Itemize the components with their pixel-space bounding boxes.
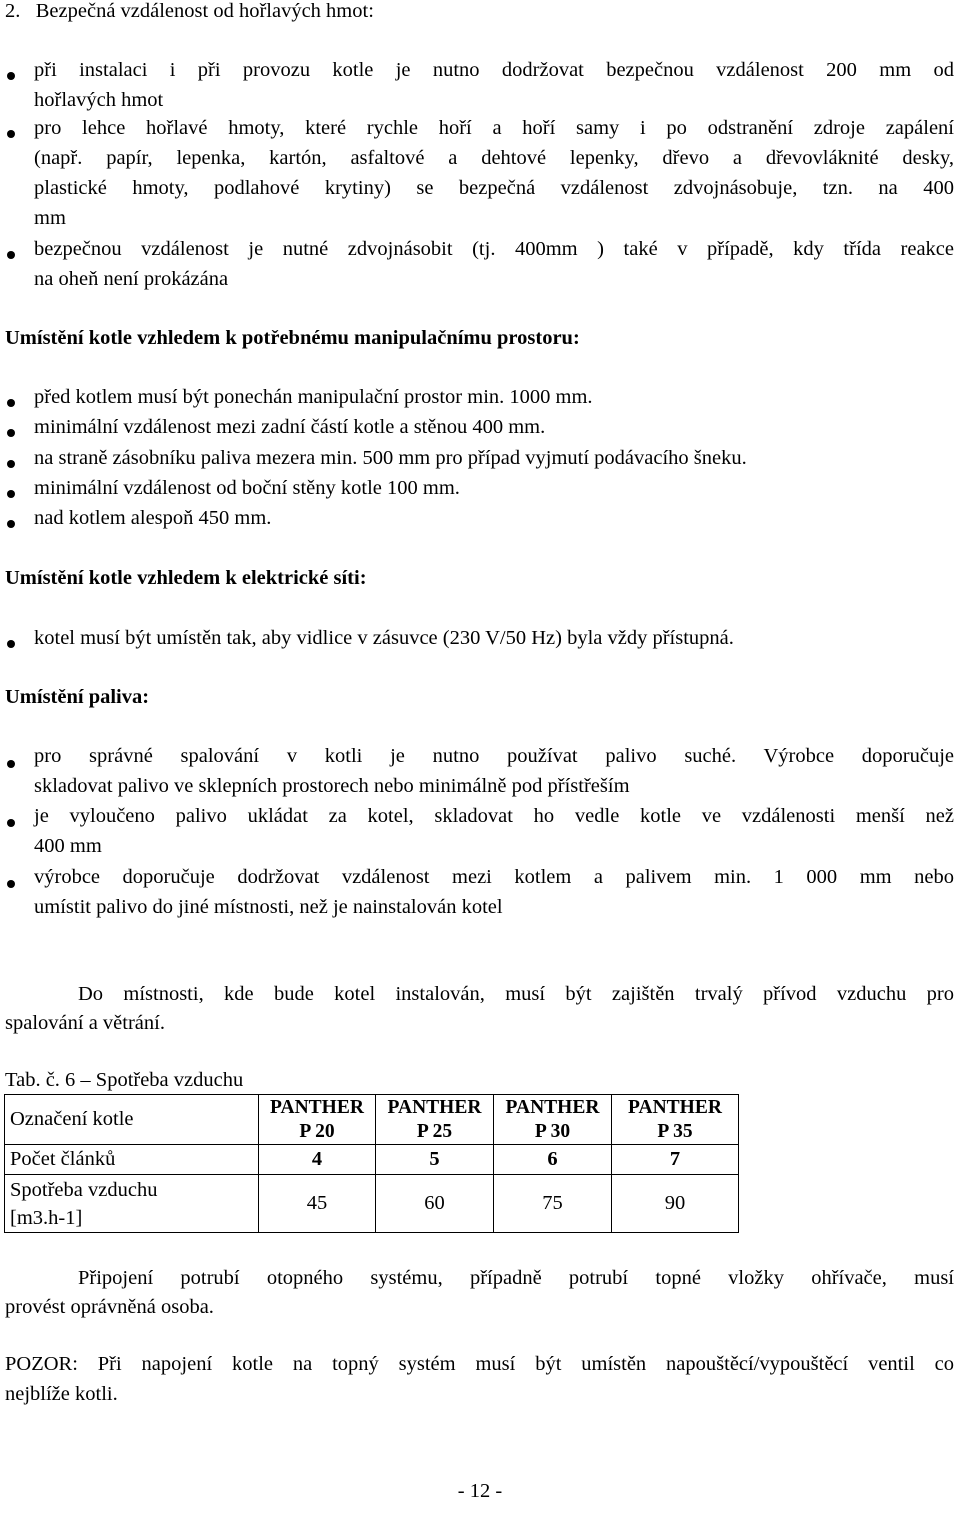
list-item-line: pro správné spalování v kotli je nutno používat palivo suché. Výrobce doporučuje xyxy=(34,745,954,767)
column-model: P 25 xyxy=(416,1120,453,1142)
paragraph-line: POZOR: Při napojení kotle na topný systém musí být umístěn napouštěcí/vypouštěcí ventil co xyxy=(5,1353,954,1375)
list-item-line: minimální vzdálenost mezi zadní částí kotle a stěnou 400 mm. xyxy=(34,416,546,438)
list-item-line: pro lehce hořlavé hmoty, které rychle hoří a hoří samy i po odstranění zdroje zapálení xyxy=(34,117,954,139)
air-consumption-table xyxy=(4,1094,739,1233)
list-item-line: před kotlem musí být ponechán manipulační prostor min. 1000 mm. xyxy=(34,386,593,408)
table-cell: 4 xyxy=(259,1145,376,1175)
table-cell: 75 xyxy=(494,1175,612,1233)
table-cell: 45 xyxy=(259,1175,376,1233)
list-item-line: skladovat palivo ve sklepních prostorech nebo minimálně pod přístřeším xyxy=(34,775,630,797)
list-item-line: nad kotlem alespoň 450 mm. xyxy=(34,507,272,529)
list-item-line: bezpečnou vzdálenost je nutné zdvojnásobit (tj. 400mm ) také v případě, kdy třída reakce xyxy=(34,238,954,260)
section-heading: Umístění paliva: xyxy=(5,686,150,708)
list-item-line: minimální vzdálenost od boční stěny kotle 100 mm. xyxy=(34,477,460,499)
list-item-line: kotel musí být umístěn tak, aby vidlice v zásuvce (230 V/50 Hz) byla vždy přístupná. xyxy=(34,627,734,649)
page-number: - 12 - xyxy=(457,1480,503,1502)
bullet-icon xyxy=(7,130,15,138)
bullet-icon xyxy=(7,490,15,498)
column-model: P 20 xyxy=(299,1120,335,1142)
paragraph-line: provést oprávněná osoba. xyxy=(5,1296,214,1318)
table-cell: 60 xyxy=(376,1175,494,1233)
table-row-label: Počet článků xyxy=(5,1145,259,1175)
table-row-header: Označení kotle xyxy=(5,1095,259,1145)
list-item-line: při instalaci i při provozu kotle je nutno dodržovat bezpečnou vzdálenost 200 mm od xyxy=(34,59,954,81)
table-header-cell xyxy=(376,1095,494,1145)
column-name: PANTHER xyxy=(505,1096,600,1118)
section-heading: Umístění kotle vzhledem k potřebnému manipulačnímu prostoru: xyxy=(5,327,580,349)
bullet-icon xyxy=(7,251,15,259)
list-item-line: 400 mm xyxy=(34,835,102,857)
column-name: PANTHER xyxy=(270,1096,364,1118)
table-caption: Tab. č. 6 – Spotřeba vzduchu xyxy=(5,1069,244,1091)
table-header-cell xyxy=(612,1095,739,1145)
bullet-icon xyxy=(7,399,15,407)
paragraph-line: spalování a větrání. xyxy=(5,1012,165,1034)
bullet-icon xyxy=(7,520,15,528)
list-item-line: plastické hmoty, podlahové krytiny) se bezpečná vzdálenost zdvojnásobuje, tzn. na 400 xyxy=(34,177,954,199)
list-item-line: hořlavých hmot xyxy=(34,89,164,111)
bullet-icon xyxy=(7,819,15,827)
row-label-line: [m3.h-1] xyxy=(10,1206,83,1229)
list-item-line: výrobce doporučuje dodržovat vzdálenost mezi kotlem a palivem min. 1 000 mm nebo xyxy=(34,866,954,888)
table-row xyxy=(5,1095,739,1145)
column-name: PANTHER xyxy=(628,1096,722,1118)
bullet-icon xyxy=(7,460,15,468)
list-item-line: mm xyxy=(34,207,66,229)
column-model: P 30 xyxy=(534,1120,571,1142)
list-item-line: (např. papír, lepenka, kartón, asfaltové a dehtové lepenky, dřevo a dřevovláknité desky, xyxy=(34,147,954,169)
paragraph-line: Připojení potrubí otopného systému, případně potrubí topné vložky ohřívače, musí xyxy=(78,1267,954,1289)
row-label-line: Spotřeba vzduchu xyxy=(10,1178,158,1201)
table-row-label xyxy=(5,1175,259,1233)
paragraph-line: nejblíže kotli. xyxy=(5,1383,118,1405)
list-item-line: na straně zásobníku paliva mezera min. 500 mm pro případ vyjmutí podávacího šneku. xyxy=(34,447,747,469)
list-item-line: na oheň není prokázána xyxy=(34,268,229,290)
bullet-icon xyxy=(7,640,15,648)
table-header-cell xyxy=(259,1095,376,1145)
table-cell: 7 xyxy=(612,1145,739,1175)
section-heading: Umístění kotle vzhledem k elektrické síti: xyxy=(5,567,367,589)
bullet-icon xyxy=(7,880,15,888)
bullet-icon xyxy=(7,72,15,80)
column-name: PANTHER xyxy=(387,1096,482,1118)
bullet-icon xyxy=(7,429,15,437)
table-row xyxy=(5,1175,739,1233)
list-item-line: umístit palivo do jiné místnosti, než je nainstalován kotel xyxy=(34,896,503,918)
list-item-line: je vyloučeno palivo ukládat za kotel, skladovat ho vedle kotle ve vzdálenosti menší než xyxy=(34,805,954,827)
section-title: 2. Bezpečná vzdálenost od hořlavých hmot: xyxy=(5,0,374,22)
table-header-cell xyxy=(494,1095,612,1145)
bullet-icon xyxy=(7,760,15,768)
column-model: P 35 xyxy=(657,1120,693,1142)
table-cell: 5 xyxy=(376,1145,494,1175)
table-cell: 6 xyxy=(494,1145,612,1175)
table-cell: 90 xyxy=(612,1175,739,1233)
paragraph-line: Do místnosti, kde bude kotel instalován, musí být zajištěn trvalý přívod vzduchu pro xyxy=(78,983,954,1005)
table-row xyxy=(5,1145,739,1175)
